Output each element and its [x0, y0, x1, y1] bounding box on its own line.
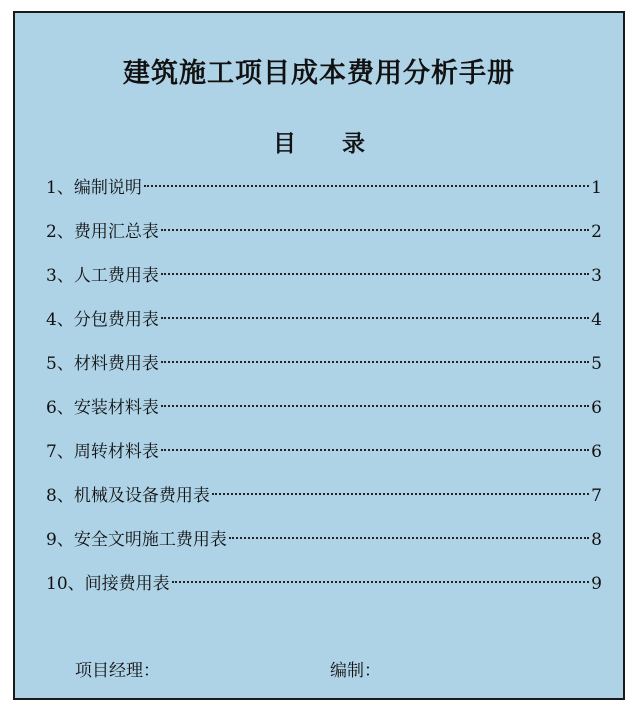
toc-dot-leader — [161, 449, 589, 451]
toc-entry-label: 材料费用表 — [73, 354, 159, 374]
toc-entry-label: 分包费用表 — [73, 310, 159, 330]
toc-entry-label: 机械及设备费用表 — [73, 486, 210, 506]
toc-dot-leader — [172, 581, 590, 583]
toc-entry-number: 2、 — [46, 222, 74, 242]
toc-dot-leader — [212, 493, 589, 495]
toc-entry-number: 3、 — [46, 266, 74, 286]
toc-entry-page-number: 3 — [591, 266, 602, 286]
toc-entry-number: 8、 — [46, 486, 74, 506]
toc-entry-label: 安全文明施工费用表 — [73, 530, 227, 550]
toc-entry-page-number: 7 — [591, 486, 602, 506]
toc-dot-leader — [161, 229, 589, 231]
toc-entry-page-number: 6 — [591, 442, 602, 462]
toc-entry-number: 7、 — [46, 442, 74, 462]
toc-entry-page-number: 2 — [591, 222, 602, 242]
toc-entry-number: 1、 — [46, 178, 74, 198]
toc-entry[interactable] — [46, 484, 602, 528]
toc-entry-label: 人工费用表 — [73, 266, 159, 286]
toc-entry-label: 间接费用表 — [84, 574, 170, 594]
toc-entry[interactable] — [46, 528, 602, 572]
toc-entry-page-number: 6 — [591, 398, 602, 418]
toc-entry-page-number: 8 — [591, 530, 602, 550]
toc-dot-leader — [161, 273, 589, 275]
toc-entry-number: 5、 — [46, 354, 74, 374]
toc-entry[interactable] — [46, 176, 602, 220]
editor-label: 编制： — [330, 661, 381, 681]
toc-entry[interactable] — [46, 352, 602, 396]
toc-entry-number: 10、 — [46, 574, 85, 594]
project-manager-label: 项目经理： — [75, 661, 160, 681]
toc-entry-label: 费用汇总表 — [73, 222, 159, 242]
toc-dot-leader — [161, 317, 589, 319]
toc-entry-label: 安装材料表 — [73, 398, 159, 418]
toc-entry[interactable] — [46, 440, 602, 484]
toc-heading: 目录 — [273, 130, 411, 157]
toc-entry[interactable] — [46, 220, 602, 264]
toc-dot-leader — [161, 361, 589, 363]
toc-entry-number: 9、 — [46, 530, 74, 550]
toc-entry-page-number: 5 — [591, 354, 602, 374]
toc-dot-leader — [144, 185, 589, 187]
toc-entry[interactable] — [46, 264, 602, 308]
toc-entry-label: 编制说明 — [73, 178, 142, 198]
toc-dot-leader — [229, 537, 589, 539]
document-page — [13, 11, 625, 700]
document-title: 建筑施工项目成本费用分析手册 — [123, 58, 515, 89]
table-of-contents — [46, 176, 602, 616]
toc-dot-leader — [161, 405, 589, 407]
toc-entry[interactable] — [46, 396, 602, 440]
toc-entry-page-number: 9 — [591, 574, 602, 594]
toc-entry-page-number: 1 — [591, 178, 602, 198]
toc-entry[interactable] — [46, 308, 602, 352]
toc-entry-number: 4、 — [46, 310, 74, 330]
toc-entry[interactable] — [46, 572, 602, 616]
toc-entry-number: 6、 — [46, 398, 74, 418]
toc-entry-label: 周转材料表 — [73, 442, 159, 462]
toc-entry-page-number: 4 — [591, 310, 602, 330]
